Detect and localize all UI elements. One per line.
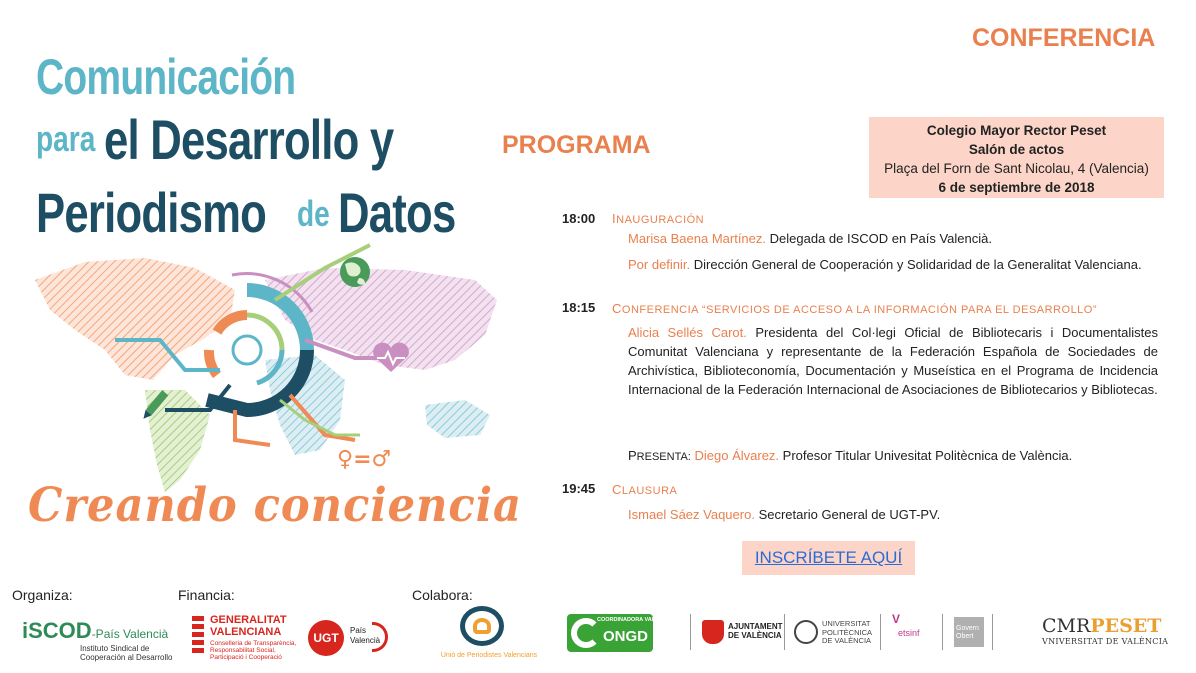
cmr-peset-logo: CMRPESET VNIVERSITAT DE VALÈNCIA (1042, 615, 1169, 646)
session-3-time: 19:45 (562, 481, 596, 496)
title-datos: Datos (338, 181, 456, 244)
upv-logo: UNIVERSITAT POLITÈCNICA DE VALÈNCIA (822, 619, 873, 645)
session-2-participant-1: Alicia Sellés Carot. Presidenta del Col·legi Oficial de Bibliotecaris i Documentalistes Comunitat Valenciana y representante de la Federación Española de Sociedades de Archivística, Biblioteconomía, Documentación y Museística en el Programa de Incidencia Internacional de la Federación Internacional de Asociaciones de Bibliotecarios y Bibliotecas. (628, 325, 1158, 397)
session-3-participant-1: Ismael Sáez Vaquero. Secretario General de UGT-PV. (628, 507, 941, 522)
periodistes-logo: Unió de Periodistes Valencians (432, 606, 546, 664)
title-line-1: Comunicación (36, 49, 296, 105)
session-3-title: CLAUSURA (612, 482, 678, 497)
map-north-america (35, 258, 235, 380)
programa-heading: PROGRAMA (502, 131, 651, 159)
globe-icon (340, 257, 370, 287)
upv-seal-icon (794, 620, 818, 644)
venue-room: Salón de actos (968, 142, 1065, 157)
session-2-time: 18:15 (562, 300, 596, 315)
generalitat-flag-icon (192, 616, 204, 656)
session-1-title: INAUGURACIÓN (612, 211, 705, 226)
govern-obert-logo: Govern Obert (954, 617, 984, 647)
organiza-label: Organiza: (12, 587, 73, 603)
title-para: para (36, 118, 96, 159)
venue-name: Colegio Mayor Rector Peset (926, 123, 1107, 138)
venue-date: 6 de septiembre de 2018 (938, 180, 1095, 195)
title-el-desarrollo: el Desarrollo y (104, 108, 394, 171)
etsinf-logo: etsinf (898, 628, 920, 638)
venue-box (869, 117, 1164, 198)
session-2-presenter: PRESENTA: Diego Álvarez. Profesor Titular Univesitat Politècnica de València. (628, 448, 1073, 463)
conference-label: CONFERENCIA (972, 24, 1156, 52)
session-1-participant-2: Por definir. Dirección General de Cooperación y Solidaridad de la Generalitat Valenciana. (628, 257, 1142, 272)
session-1-time: 18:00 (562, 211, 596, 226)
microphone-icon (473, 618, 491, 634)
tagline: Creando conciencia (28, 478, 522, 533)
world-map-infographic (25, 240, 505, 495)
session-2-title: CONFERENCIA “SERVICIOS DE ACCESO A LA INFORMACIÓN PARA EL DESARROLLO” (612, 301, 1098, 316)
ugt-logo: UGT País Valencià (308, 620, 388, 656)
gender-equality-icon: ♀=♂ (337, 447, 392, 472)
title-periodismo: Periodismo (36, 181, 267, 244)
title-de: de (297, 193, 330, 234)
coordinadora-logo: COORDINADORA VALENCIANA ONGD (567, 614, 653, 652)
iscod-logo: iSCOD-País Valencià Instituto Sindical de Cooperación al Desarrollo (22, 618, 173, 662)
venue-address: Plaça del Forn de Sant Nicolau, 4 (Valencia) (884, 161, 1149, 176)
session-1-participant-1: Marisa Baena Martínez. Delegada de ISCOD en País Valencià. (628, 231, 992, 246)
register-button[interactable]: INSCRÍBETE AQUÍ (742, 541, 915, 575)
etsinf-v-icon: V (892, 612, 901, 626)
map-australia (425, 400, 490, 438)
financia-label: Financia: (178, 587, 235, 603)
colabora-label: Colabora: (412, 587, 473, 603)
ajuntament-logo: AJUNTAMENT DE VALÈNCIA (728, 622, 783, 640)
ajuntament-shield-icon (702, 620, 724, 644)
